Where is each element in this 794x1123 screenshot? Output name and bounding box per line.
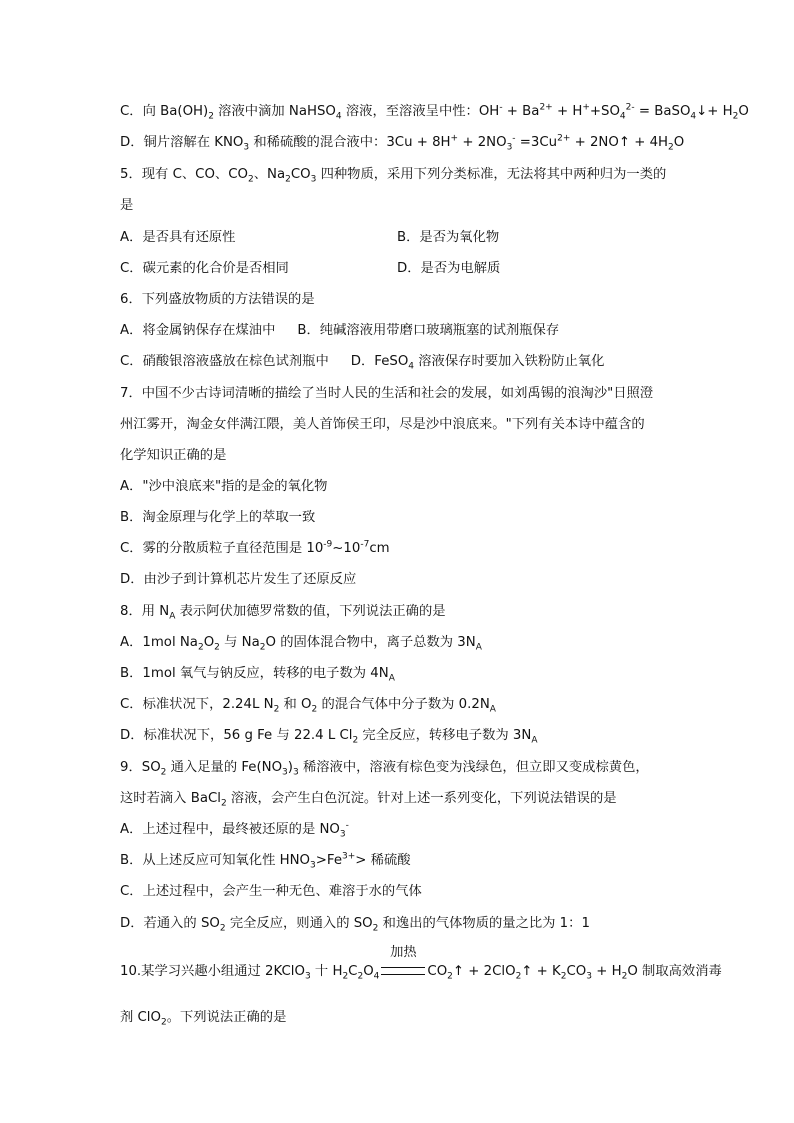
q5-options-ab <box>120 229 500 247</box>
q8-option-a: A．1mol $Na_2O_2$ 与 $Na_2O$ 的固体混合物中，离子总数为 $3N_A$ <box>120 635 482 653</box>
q7-option-c: C．雾的分散质粒子直径范围是 $10^{-9}\sim 10^{-7}cm$ <box>120 539 390 556</box>
q8-option-b: B．1mol 氧气与钠反应，转移的电子数为 $4N_A$ <box>120 666 395 684</box>
q5-option-c: C．碳元素的化合价是否相同 <box>120 261 289 276</box>
q7-stem-line2: 州江雾开，淘金女伴满江隈，美人首饰侯王印，尽是沙中浪底来。"下列有关本诗中蕴含的 <box>120 417 645 432</box>
q6-stem: 6．下列盛放物质的方法错误的是 <box>120 292 315 307</box>
q8-stem: 8．用 $N_A$ 表示阿伏加德罗常数的值，下列说法正确的是 <box>120 604 446 622</box>
q9-option-d: D．若通入的 $SO_2$ 完全反应，则通入的 $SO_2$ 和逸出的气体物质的量之比为 1：1 <box>120 916 590 934</box>
q10-stem-line1: 10.某学习兴趣小组通过 2KClO$_3$ 十 $H_2C_2O_4$ 加热 $CO_2↑$ + 2ClO$_2$↑ + $K_2CO_3 + H_2O$ 制取高效消毒 <box>120 945 722 982</box>
q7-stem-line3: 化学知识正确的是 <box>120 448 227 463</box>
reaction-equals-sign <box>381 945 425 975</box>
q9-stem-line2: 这时若滴入 BaCl$_2$ 溶液，会产生白色沉淀。针对上述一系列变化，下列说法错误的是 <box>120 791 617 809</box>
q5-stem-line2: 是 <box>120 198 134 213</box>
q8-option-d: D．标准状况下，56 g Fe 与 22.4 L $Cl_2$ 完全反应，转移电子数为 $3N_A$ <box>120 728 538 746</box>
q7-stem-line1: 7．中国不少古诗词清晰的描绘了当时人民的生活和社会的发展，如刘禹锡的浪淘沙"日照澄 <box>120 386 654 401</box>
q7-option-b: B．淘金原理与化学上的萃取一致 <box>120 510 316 525</box>
q4-option-d: D．铜片溶解在 $KNO_3$ 和稀硫酸的混合液中：$3Cu + 8H^+ + 2NO_3^- =3Cu^{2+}$ + 2NO↑ + $4H_2O$ <box>120 133 685 153</box>
q5-option-b: B．是否为氧化物 <box>397 230 500 245</box>
q4-option-c: C．向 $Ba(OH)_2$ 溶液中滴加 NaHSO$_4$ 溶液，至溶液呈中性：$OH^- + Ba^{2+} + H^++SO_4^{2-}$ = BaSO$_4$↓+ $H_2O$ <box>120 102 749 122</box>
q7-option-a: A．"沙中浪底来"指的是金的氧化物 <box>120 479 328 494</box>
q7-option-d: D．由沙子到计算机芯片发生了还原反应 <box>120 572 357 587</box>
q6-option-b: B．纯碱溶液用带磨口玻璃瓶塞的试剂瓶保存 <box>297 323 560 338</box>
q9-option-a: A．上述过程中，最终被还原的是 $NO_3^-$ <box>120 820 349 840</box>
q8-option-c: C．标准状况下，2.24L $N_2$ 和 $O_2$ 的混合气体中分子数为 $0.2N_A$ <box>120 697 496 715</box>
q6-options-ab <box>120 322 559 340</box>
q10-stem-line2: 剂 ClO$_2$。下列说法正确的是 <box>120 1010 287 1028</box>
q6-option-a: A．将金属钠保存在煤油中 <box>120 323 276 338</box>
reaction-condition: 加热 <box>390 945 417 960</box>
q9-option-b: B．从上述反应可知氧化性 $HNO_3>Fe^{3+}>$ 稀硫酸 <box>120 851 411 871</box>
q9-stem-line1: 9．$SO_2$ 通入足量的 $Fe(NO_3)_3$ 稀溶液中，溶液有棕色变为浅绿色，但立即又变成棕黄色， <box>120 760 649 778</box>
q5-option-d: D．是否为电解质 <box>397 261 501 276</box>
q6-option-d: D．FeSO$_4$ 溶液保存时要加入铁粉防止氧化 <box>350 354 605 372</box>
q5-option-a: A．是否具有还原性 <box>120 230 236 245</box>
q5-options-cd <box>120 260 501 278</box>
q9-option-c: C．上述过程中，会产生一种无色、难溶于水的气体 <box>120 884 422 899</box>
q5-stem: 5．现有 C、CO、$CO_2$、$Na_2CO_3$ 四种物质，采用下列分类标准，无法将其中两种归为一类的 <box>120 167 667 185</box>
q6-option-c: C．硝酸银溶液盛放在棕色试剂瓶中 <box>120 354 329 369</box>
q6-options-cd <box>120 353 604 371</box>
